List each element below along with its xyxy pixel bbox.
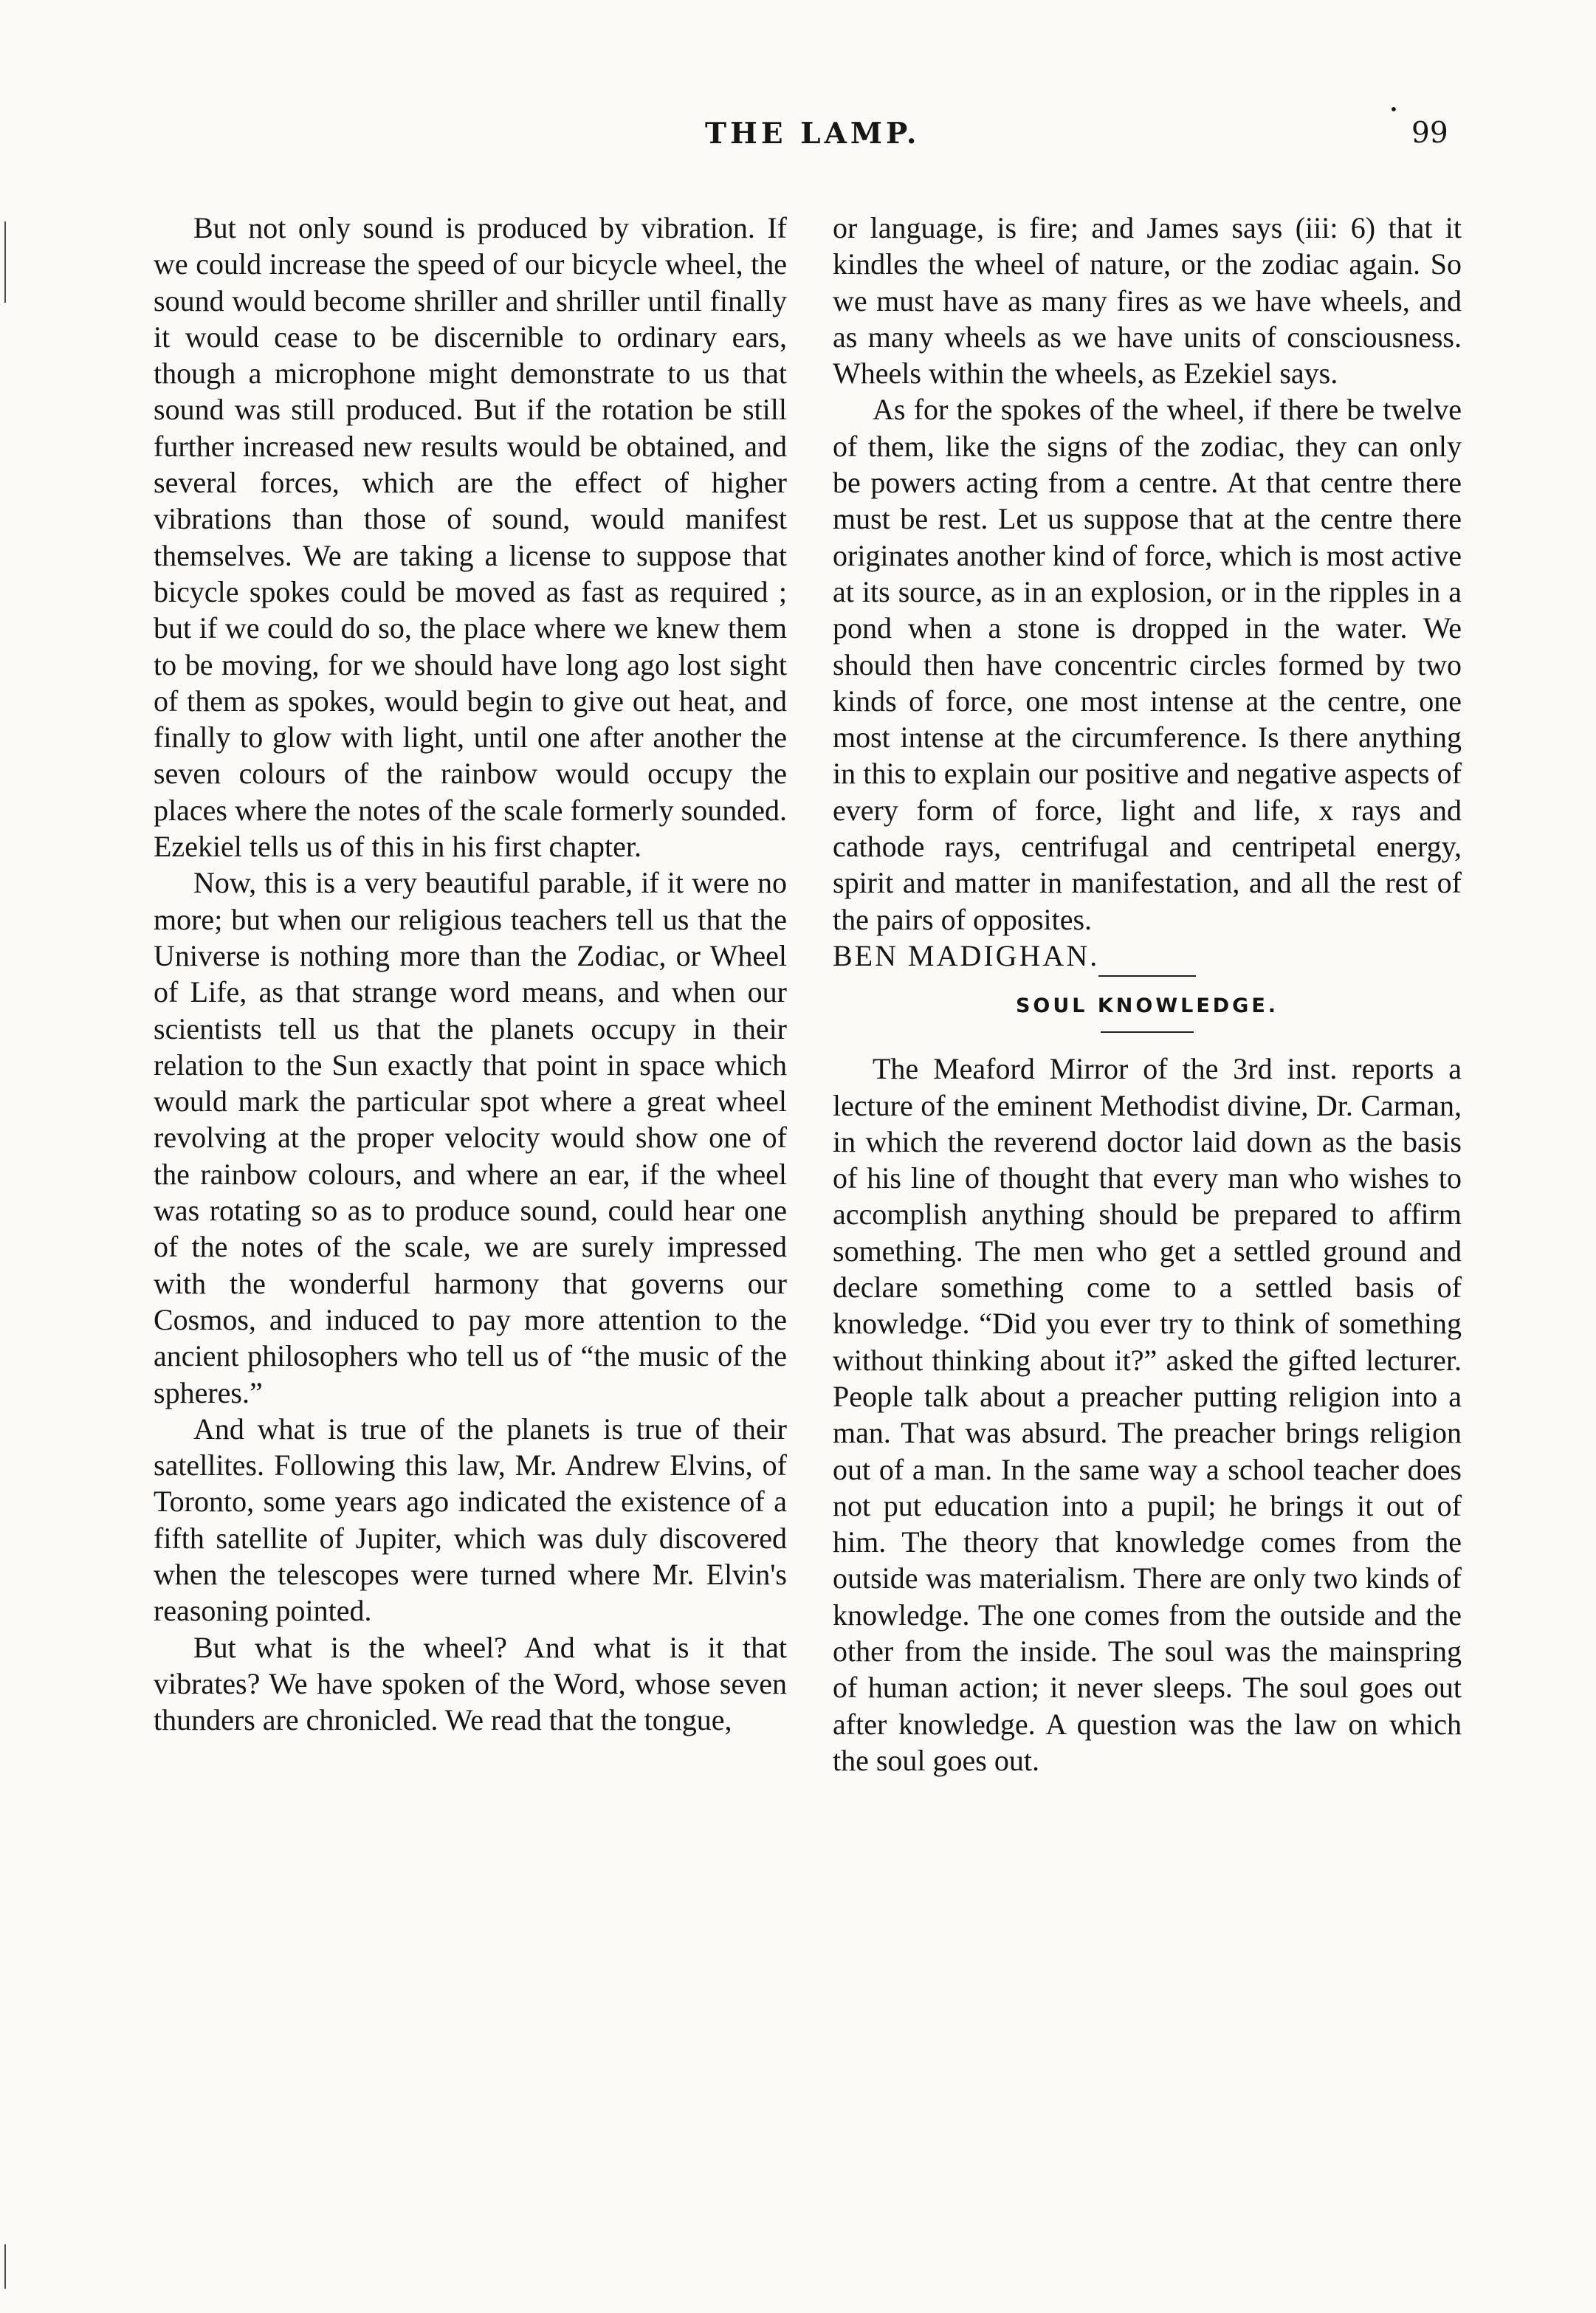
paragraph: The Meaford Mirror of the 3rd inst. reports a lecture of the eminent Methodist divine, Dr. Carman, in which the reverend doctor laid down as the basis of his line of thought that every man who wishes to accomplish anything should be prepared to affirm something. The men who get a settled ground and declare something come to a settled basis of knowledge. “Did you ever try to think of something without thinking about it?” asked the gifted lecturer. People talk about a preacher putting religion into a man. That was absurd. The preacher brings religion out of a man. In the same way a school teacher does not put education into a pupil; he brings it out of him. The theory that knowledge comes from the outside was materialism. There are only two kinds of knowledge. The one comes from the outside and the other from the inside. The soul was the mainspring of human action; it never sleeps. The soul goes out after knowledge. A question was the law on which the soul goes out. <box>833 1052 1462 1777</box>
page-number: 99 <box>1411 117 1448 150</box>
paragraph: Now, this is a very beautiful parable, if it were no more; but when our religious teachers tell us that the Universe is nothing more than the Zodiac, or Wheel of Life, as that strange word means, and when our scientists tell us that the planets occupy in their relation to the Sun exactly that point in space which would mark the particular spot where a great wheel revolving at the proper velocity would show one of the rainbow colours, and where an ear, if the wheel was rotating so as to produce sound, could hear one of the notes of the scale, we are surely impressed with the wonderful harmony that governs our Cosmos, and induced to pay more attention to the ancient philosophers who tell us of “the music of the spheres.” <box>154 866 787 1409</box>
author-signature: BEN MADIGHAN. <box>833 938 1100 972</box>
divider <box>1098 975 1196 977</box>
left-column <box>154 210 787 1738</box>
page-header <box>0 100 1596 161</box>
paragraph: or language, is fire; and James says (iii: 6) that it kindles the wheel of nature, or the zodiac again. So we must have as many fires as we have wheels, and as many wheels as we have units of consciousness. Wheels within the wheels, as Ezekiel says. <box>833 211 1462 391</box>
paragraph: And what is true of the planets is true of their satellites. Following this law, Mr. Andrew Elvins, of Toronto, some years ago indicated the existence of a fifth satellite of Jupiter, which was duly discovered when the telescopes were turned where Mr. Elvin's reasoning pointed. <box>154 1412 787 1628</box>
divider <box>1101 1031 1194 1033</box>
right-column <box>833 210 1462 1778</box>
running-title: THE LAMP. <box>705 117 921 151</box>
header-mark: • <box>1389 100 1398 118</box>
paragraph: As for the spokes of the wheel, if there be twelve of them, like the signs of the zodiac, they can only be powers acting from a centre. At that centre there must be rest. Let us suppose that at the centre there originates another kind of force, which is most active at its source, as in an explosion, or in the ripples in a pond when a stone is dropped in the water. We should then have concentric circles formed by two kinds of force, one most intense at the centre, one most intense at the circumference. Is there anything in this to explain our positive and negative aspects of every form of force, light and life, x rays and cathode rays, centrifugal and centripetal energy, spirit and matter in manifestation, and all the rest of the pairs of opposites. <box>833 393 1462 936</box>
scan-edge-mark <box>4 221 6 303</box>
paragraph: But what is the wheel? And what is it that vibrates? We have spoken of the Word, whose seven thunders are chronicled. We read that the tongue, <box>154 1630 787 1737</box>
paragraph: But not only sound is produced by vibration. If we could increase the speed of our bicycle wheel, the sound would become shriller and shriller until finally it would cease to be discernible to ordinary ears, though a microphone might demonstrate to us that sound was still produced. But if the rotation be still further increased new results would be obtained, and several forces, which are the effect of higher vibrations than those of sound, would manifest themselves. We are taking a license to suppose that bicycle spokes could be moved as fast as required ; but if we could do so, the place where we knew them to be moving, for we should have long ago lost sight of them as spokes, would begin to give out heat, and finally to glow with light, until one after another the seven colours of the rainbow would occupy the places where the notes of the scale formerly sounded. Ezekiel tells us of this in his first chapter. <box>154 211 787 864</box>
scan-edge-mark <box>4 2244 6 2289</box>
section-heading: SOUL KNOWLEDGE. <box>1015 994 1279 1018</box>
